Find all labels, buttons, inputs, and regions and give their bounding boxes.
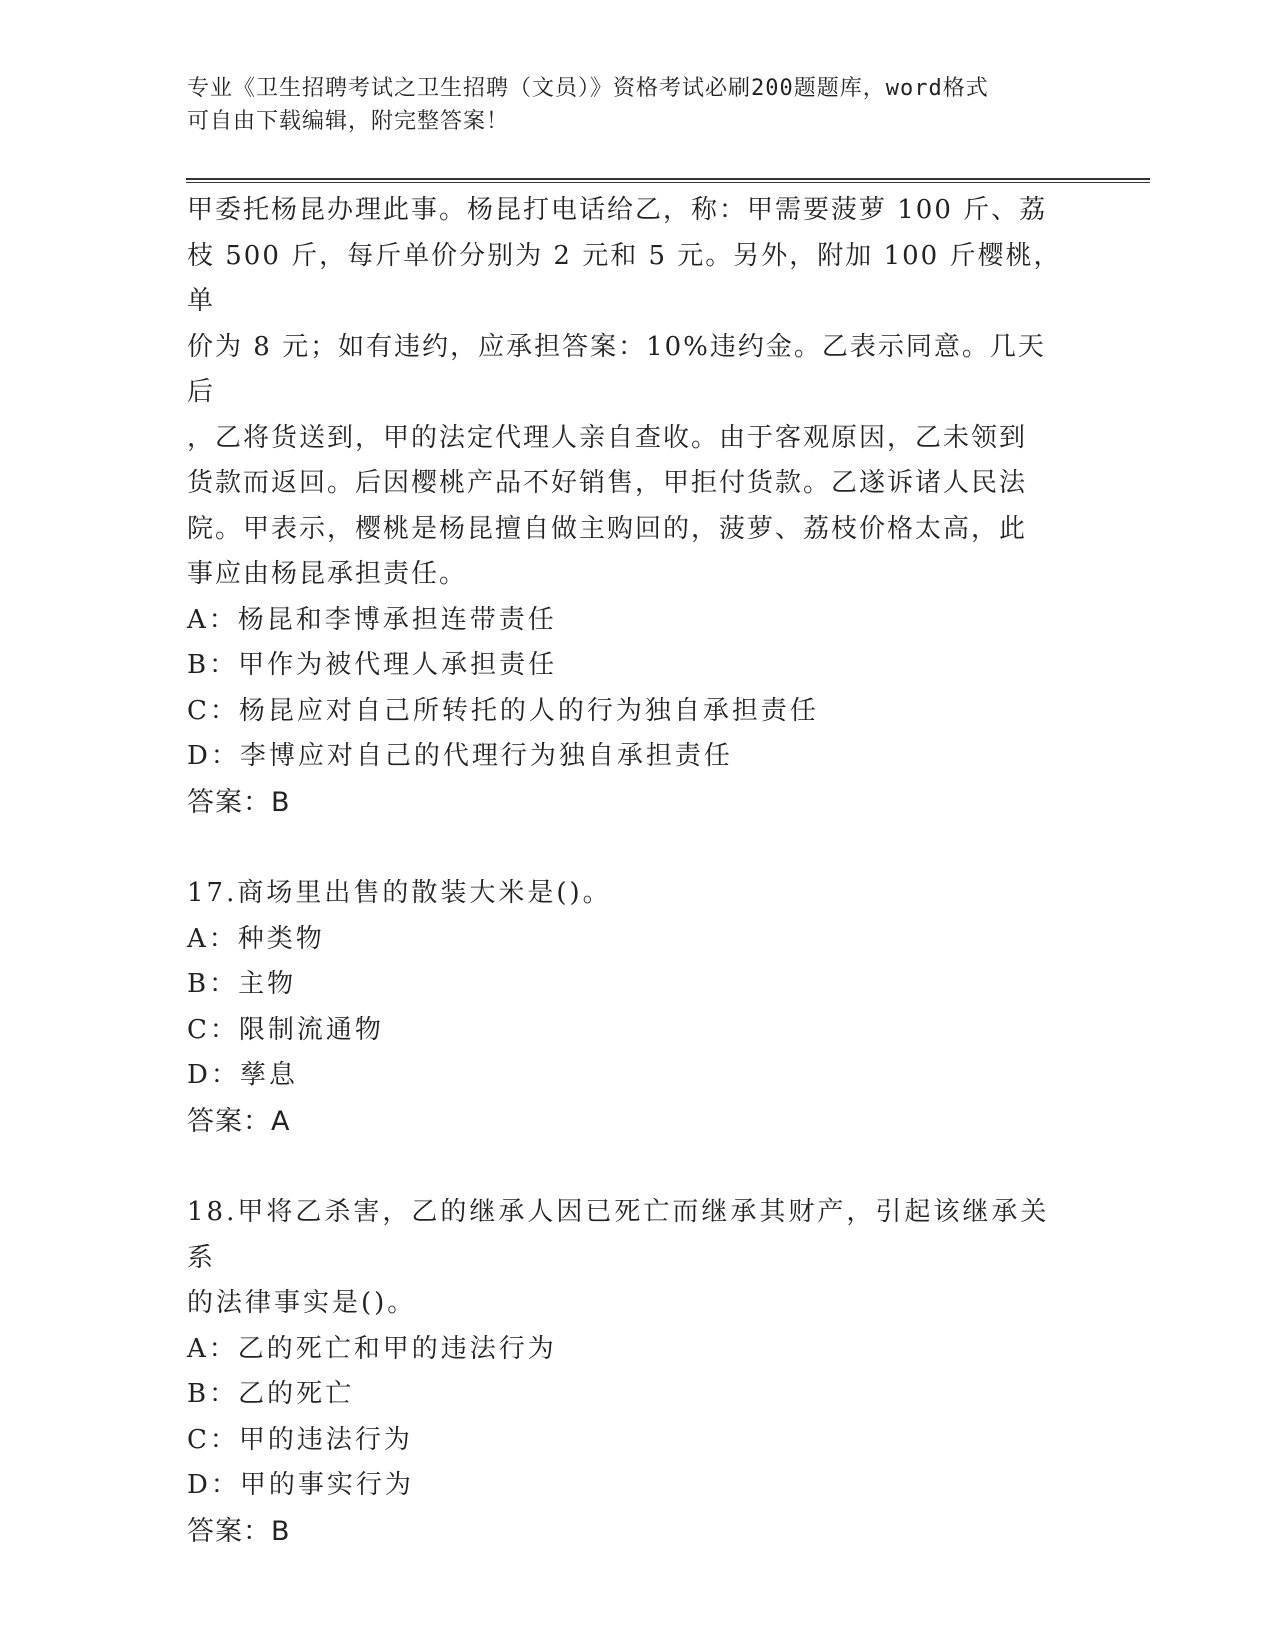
question-17 xyxy=(187,871,1067,1144)
option-c: C：限制流通物 xyxy=(187,1014,384,1045)
answer-label: 答案：A xyxy=(187,1105,291,1137)
option-b: B：主物 xyxy=(187,969,297,999)
answer-label: 答案：B xyxy=(187,786,291,818)
option-d: D：孳息 xyxy=(187,1060,298,1090)
question-stem-line: 院。甲表示，樱桃是杨昆擅自做主购回的，菠萝、荔枝价格太高，此 xyxy=(187,513,1028,544)
document-header xyxy=(187,72,1087,138)
header-title-line-1: 专业《卫生招聘考试之卫生招聘（文员）》资格考试必刷200题题库，word格式 xyxy=(187,76,989,101)
question-18 xyxy=(187,1190,1067,1554)
question-stem-line: 的法律事实是()。 xyxy=(187,1288,417,1318)
option-d: D：甲的事实行为 xyxy=(187,1470,414,1500)
answer-label: 答案：B xyxy=(187,1515,291,1547)
header-divider xyxy=(186,178,1150,183)
question-stem-line: 18.甲将乙杀害，乙的继承人因已死亡而继承其财产，引起该继承关系 xyxy=(187,1197,1050,1273)
question-stem-line: ，乙将货送到，甲的法定代理人亲自查收。由于客观原因，乙未领到 xyxy=(187,422,1028,453)
option-b: B：甲作为被代理人承担责任 xyxy=(187,650,558,680)
question-stem-line: 事应由杨昆承担责任。 xyxy=(187,559,468,589)
question-stem-line: 甲委托杨昆办理此事。杨昆打电话给乙，称：甲需要菠萝 100 斤、荔 xyxy=(187,195,1048,225)
option-a: A：杨昆和李博承担连带责任 xyxy=(187,604,557,635)
option-c: C：甲的违法行为 xyxy=(187,1424,413,1455)
option-a: A：种类物 xyxy=(187,923,325,954)
question-spacer xyxy=(187,825,1067,871)
question-stem-line: 枝 500 斤，每斤单价分别为 2 元和 5 元。另外，附加 100 斤樱桃，单 xyxy=(187,240,1062,316)
option-a: A：乙的死亡和甲的违法行为 xyxy=(187,1333,557,1364)
question-stem-line: 货款而返回。后因樱桃产品不好销售，甲拒付货款。乙遂诉诸人民法 xyxy=(187,468,1028,498)
option-d: D：李博应对自己的代理行为独自承担责任 xyxy=(187,741,733,771)
option-b: B：乙的死亡 xyxy=(187,1379,355,1409)
option-c: C：杨昆应对自己所转托的人的行为独自承担责任 xyxy=(187,695,819,726)
question-spacer xyxy=(187,1144,1067,1190)
document-body xyxy=(187,188,1067,1554)
question-stem: 17.商场里出售的散装大米是()。 xyxy=(187,878,612,908)
question-16 xyxy=(187,188,1067,825)
header-title-line-2: 可自由下载编辑，附完整答案！ xyxy=(187,109,510,134)
question-stem-line: 价为 8 元；如有违约，应承担答案：10%违约金。乙表示同意。几天后 xyxy=(187,331,1046,407)
